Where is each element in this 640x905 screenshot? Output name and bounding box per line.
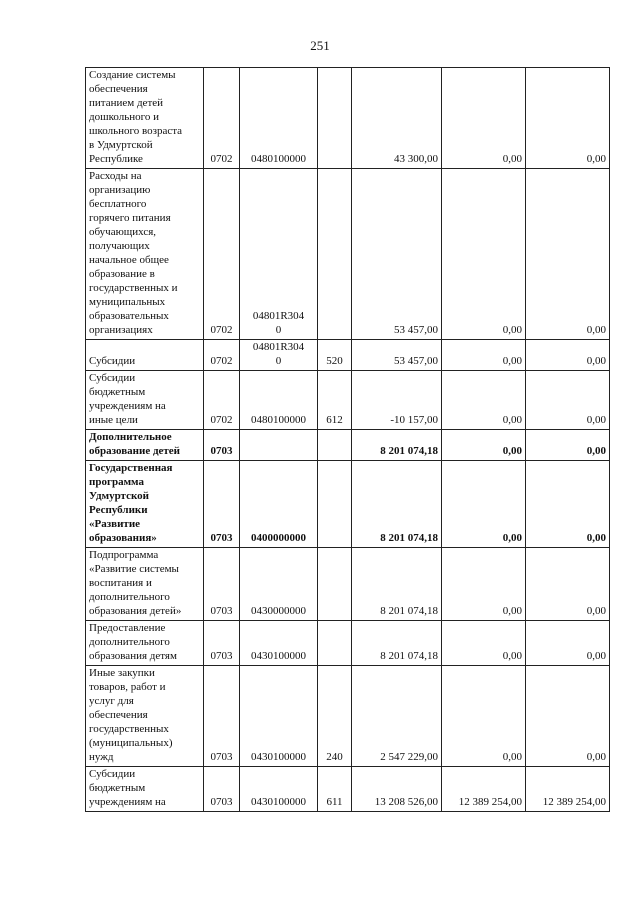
table-row — [86, 767, 610, 812]
cell-amount-year3: 0,00 — [526, 340, 610, 371]
budget-table-body — [86, 68, 610, 812]
cell-name: Расходы на организацию бесплатного горячего питания обучающихся, получающих начальное общее образование в государственных и муниципальных образовательных организациях — [86, 169, 204, 340]
cell-target — [240, 430, 318, 461]
cell-name: Предоставление дополнительного образования детям — [86, 621, 204, 666]
cell-amount-year1: 2 547 229,00 — [352, 666, 442, 767]
table-row — [86, 68, 610, 169]
table-row — [86, 666, 610, 767]
cell-name: Субсидии бюджетным учреждениям на иные цели — [86, 371, 204, 430]
cell-amount-year2: 12 389 254,00 — [442, 767, 526, 812]
cell-section: 0703 — [204, 666, 240, 767]
table-row — [86, 621, 610, 666]
cell-target: 0430100000 — [240, 666, 318, 767]
cell-section: 0702 — [204, 169, 240, 340]
cell-target: 0480100000 — [240, 68, 318, 169]
cell-type: 611 — [318, 767, 352, 812]
cell-section: 0702 — [204, 371, 240, 430]
cell-amount-year2: 0,00 — [442, 666, 526, 767]
cell-amount-year1: 8 201 074,18 — [352, 548, 442, 621]
cell-target: 0430100000 — [240, 621, 318, 666]
cell-type: 520 — [318, 340, 352, 371]
cell-section: 0703 — [204, 621, 240, 666]
cell-name: Иные закупки товаров, работ и услуг для обеспечения государственных (муниципальных) нужд — [86, 666, 204, 767]
budget-table — [85, 67, 610, 812]
cell-target: 04801R304 0 — [240, 340, 318, 371]
cell-section: 0702 — [204, 68, 240, 169]
cell-type — [318, 430, 352, 461]
cell-type: 240 — [318, 666, 352, 767]
cell-name: Подпрограмма «Развитие системы воспитания и дополнительного образования детей» — [86, 548, 204, 621]
cell-amount-year2: 0,00 — [442, 461, 526, 548]
cell-amount-year3: 0,00 — [526, 169, 610, 340]
cell-section: 0703 — [204, 461, 240, 548]
table-row — [86, 461, 610, 548]
cell-section: 0703 — [204, 548, 240, 621]
cell-amount-year3: 0,00 — [526, 430, 610, 461]
cell-amount-year3: 12 389 254,00 — [526, 767, 610, 812]
cell-amount-year2: 0,00 — [442, 548, 526, 621]
cell-type — [318, 621, 352, 666]
cell-amount-year1: 8 201 074,18 — [352, 621, 442, 666]
cell-amount-year1: 8 201 074,18 — [352, 461, 442, 548]
cell-target: 0480100000 — [240, 371, 318, 430]
cell-amount-year1: 53 457,00 — [352, 169, 442, 340]
cell-type: 612 — [318, 371, 352, 430]
cell-amount-year2: 0,00 — [442, 68, 526, 169]
cell-section: 0702 — [204, 340, 240, 371]
cell-amount-year1: 13 208 526,00 — [352, 767, 442, 812]
table-row — [86, 169, 610, 340]
cell-amount-year1: 53 457,00 — [352, 340, 442, 371]
cell-amount-year3: 0,00 — [526, 371, 610, 430]
page-number: 251 — [310, 38, 330, 53]
cell-section: 0703 — [204, 767, 240, 812]
cell-target: 04801R304 0 — [240, 169, 318, 340]
cell-amount-year3: 0,00 — [526, 548, 610, 621]
cell-amount-year2: 0,00 — [442, 430, 526, 461]
cell-section: 0703 — [204, 430, 240, 461]
cell-target: 0400000000 — [240, 461, 318, 548]
cell-type — [318, 68, 352, 169]
cell-amount-year3: 0,00 — [526, 68, 610, 169]
table-row — [86, 340, 610, 371]
cell-amount-year2: 0,00 — [442, 340, 526, 371]
cell-amount-year2: 0,00 — [442, 371, 526, 430]
table-row — [86, 371, 610, 430]
cell-amount-year3: 0,00 — [526, 621, 610, 666]
cell-amount-year2: 0,00 — [442, 169, 526, 340]
cell-amount-year2: 0,00 — [442, 621, 526, 666]
cell-name: Государственная программа Удмуртской Республики «Развитие образования» — [86, 461, 204, 548]
cell-amount-year3: 0,00 — [526, 461, 610, 548]
cell-type — [318, 461, 352, 548]
cell-target: 0430100000 — [240, 767, 318, 812]
cell-amount-year1: -10 157,00 — [352, 371, 442, 430]
cell-name: Субсидии — [86, 340, 204, 371]
cell-type — [318, 169, 352, 340]
cell-type — [318, 548, 352, 621]
cell-amount-year1: 43 300,00 — [352, 68, 442, 169]
table-row — [86, 548, 610, 621]
cell-target: 0430000000 — [240, 548, 318, 621]
cell-name: Субсидии бюджетным учреждениям на — [86, 767, 204, 812]
cell-name: Дополнительное образование детей — [86, 430, 204, 461]
cell-amount-year1: 8 201 074,18 — [352, 430, 442, 461]
table-row — [86, 430, 610, 461]
cell-amount-year3: 0,00 — [526, 666, 610, 767]
cell-name: Создание системы обеспечения питанием детей дошкольного и школьного возраста в Удмуртской Республике — [86, 68, 204, 169]
